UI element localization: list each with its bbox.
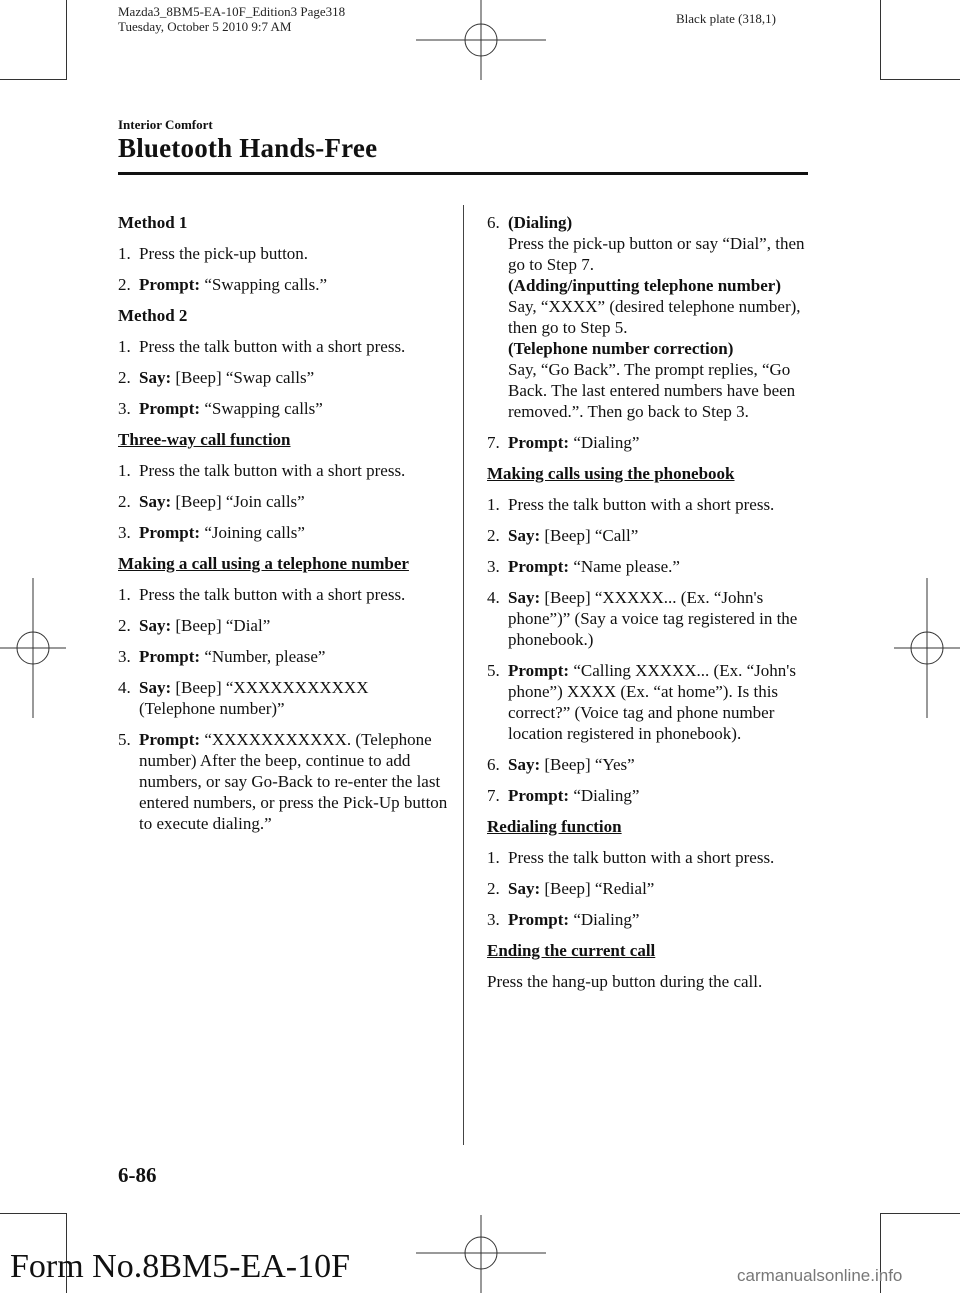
list-item [118,491,448,512]
list-item [487,660,812,744]
correction-text: Say, “Go Back”. The prompt replies, “Go Back. The last entered numbers have been removed.”. Then go back to Step 3. [508,360,796,421]
redial-steps [487,847,812,930]
list-item [118,460,448,481]
step-label: Say: [508,755,541,774]
step-text: [Beep] “Redial” [540,879,655,898]
step-number: 1. [118,461,131,480]
adding-subheading: (Adding/inputting telephone number) [508,276,781,295]
list-item [487,587,812,650]
step-number: 4. [487,588,500,607]
step-label: Prompt: [508,786,570,805]
step-label: Prompt: [508,433,570,452]
list-item [487,847,812,868]
adding-text: Say, “XXXX” (desired telephone number), then go to Step 5. [508,297,801,337]
file-timestamp: Tuesday, October 5 2010 9:7 AM [118,19,292,34]
step-text: Press the talk button with a short press. [139,585,406,604]
list-item [487,785,812,806]
step-label: Prompt: [508,910,570,929]
dialing-subheading: (Dialing) [508,213,573,232]
step-text: [Beep] “XXXXX... (Ex. “John's phone”)” (Say a voice tag registered in the phonebook.) [508,588,798,649]
step-text: Press the talk button with a short press. [508,848,775,867]
list-item [487,494,812,515]
list-item [118,677,448,719]
phonebook-heading: Making calls using the phonebook [487,464,735,483]
list-item [487,556,812,577]
crop-mark [880,0,881,80]
list-item [487,909,812,930]
step-label: Prompt: [139,647,201,666]
list-item [118,398,448,419]
threeway-steps [118,460,448,543]
registration-mark-bottom [416,1215,546,1293]
list-item [118,522,448,543]
step-7 [487,432,812,453]
step-text: [Beep] “XXXXXXXXXXX (Telephone number)” [139,678,369,718]
step-text: “Dialing” [569,433,640,452]
crop-mark [880,79,960,80]
method1-heading: Method 1 [118,213,188,232]
step-text: “Calling XXXXX... (Ex. “John's phone”) XXXX (Ex. “at home”). Is this correct?” (Voice tag and phone number location registered in phonebook). [508,661,796,743]
list-item [118,646,448,667]
step-number: 5. [487,661,500,680]
registration-mark-top [416,0,546,80]
step-text: “Swapping calls” [200,399,323,418]
step-number: 3. [487,910,500,929]
crop-mark [0,79,66,80]
step-number: 1. [487,495,500,514]
step-number: 5. [118,730,131,749]
section-label: Interior Comfort [118,117,213,132]
telnum-steps [118,584,448,834]
step-text: “Number, please” [200,647,326,666]
correction-subheading: (Telephone number correction) [508,339,734,358]
step-text: [Beep] “Swap calls” [171,368,315,387]
step-label: Say: [508,526,541,545]
step-number: 3. [118,647,131,666]
page-title: Bluetooth Hands-Free [118,133,378,163]
step-number: 7. [487,433,500,452]
step-label: Say: [508,588,541,607]
file-info [118,4,345,34]
step-number: 6. [487,213,500,232]
step-number: 1. [118,244,131,263]
page-number: 6-86 [118,1163,157,1187]
dialing-text: Press the pick-up button or say “Dial”, then go to Step 7. [508,234,805,274]
crop-mark [880,1213,960,1214]
step-label: Prompt: [508,557,570,576]
list-item [487,878,812,899]
list-item [118,274,448,295]
step-number: 7. [487,786,500,805]
step-text: Press the pick-up button. [139,244,309,263]
step-text: “XXXXXXXXXXX. (Telephone number) After the beep, continue to add numbers, or say Go-Back to re-enter the last entered numbers, or press the Pick-Up button to execute dialing.” [139,730,448,833]
step-number: 4. [118,678,131,697]
right-column [487,212,812,1002]
registration-mark-left [0,578,66,718]
step-label: Say: [139,368,172,387]
step-text: “Dialing” [569,910,640,929]
file-name: Mazda3_8BM5-EA-10F_Edition3 Page318 [118,4,346,19]
list-item [118,584,448,605]
step-text: “Name please.” [569,557,680,576]
method2-heading: Method 2 [118,306,188,325]
step-label: Prompt: [139,275,201,294]
step-number: 6. [487,755,500,774]
list-item [118,615,448,636]
registration-mark-right [894,578,960,718]
step-number: 1. [118,337,131,356]
form-number: Form No.8BM5-EA-10F [10,1248,351,1285]
crop-mark [0,1213,66,1214]
list-item [487,525,812,546]
step-text: Press the talk button with a short press. [139,461,406,480]
step-number: 3. [118,523,131,542]
step-text: “Joining calls” [200,523,305,542]
step-number: 2. [487,879,500,898]
watermark: carmanualsonline.info [737,1266,903,1285]
step-number: 1. [487,848,500,867]
threeway-heading: Three-way call function [118,430,291,449]
step-text: “Dialing” [569,786,640,805]
step-text: “Swapping calls.” [200,275,328,294]
list-item [118,367,448,388]
left-column [118,212,448,844]
step-number: 3. [118,399,131,418]
step-text: [Beep] “Dial” [171,616,271,635]
step-6 [487,212,812,422]
step-text: [Beep] “Yes” [540,755,635,774]
step-number: 2. [118,275,131,294]
step-label: Prompt: [139,523,201,542]
step-number: 3. [487,557,500,576]
method1-steps [118,243,448,295]
step-label: Prompt: [139,730,201,749]
step-number: 1. [118,585,131,604]
step-number: 2. [118,616,131,635]
step-label: Say: [139,678,172,697]
phonebook-steps [487,494,812,806]
step-number: 2. [487,526,500,545]
column-divider [463,205,464,1145]
plate-label: Black plate (318,1) [676,11,776,26]
step-text: [Beep] “Call” [540,526,639,545]
step-number: 2. [118,492,131,511]
step-text: Press the talk button with a short press. [139,337,406,356]
ending-text: Press the hang-up button during the call. [487,972,763,991]
list-item [118,729,448,834]
ending-heading: Ending the current call [487,941,656,960]
step-text: [Beep] “Join calls” [171,492,305,511]
list-item [118,243,448,264]
list-item [118,336,448,357]
list-item [487,754,812,775]
redial-heading: Redialing function [487,817,622,836]
step-label: Say: [508,879,541,898]
crop-mark [66,0,67,80]
step-label: Say: [139,492,172,511]
step-number: 2. [118,368,131,387]
step-label: Prompt: [508,661,570,680]
telnum-heading: Making a call using a telephone number [118,554,409,573]
step-label: Prompt: [139,399,201,418]
step-text: Press the talk button with a short press. [508,495,775,514]
method2-steps [118,336,448,419]
title-rule [118,172,808,175]
step-label: Say: [139,616,172,635]
